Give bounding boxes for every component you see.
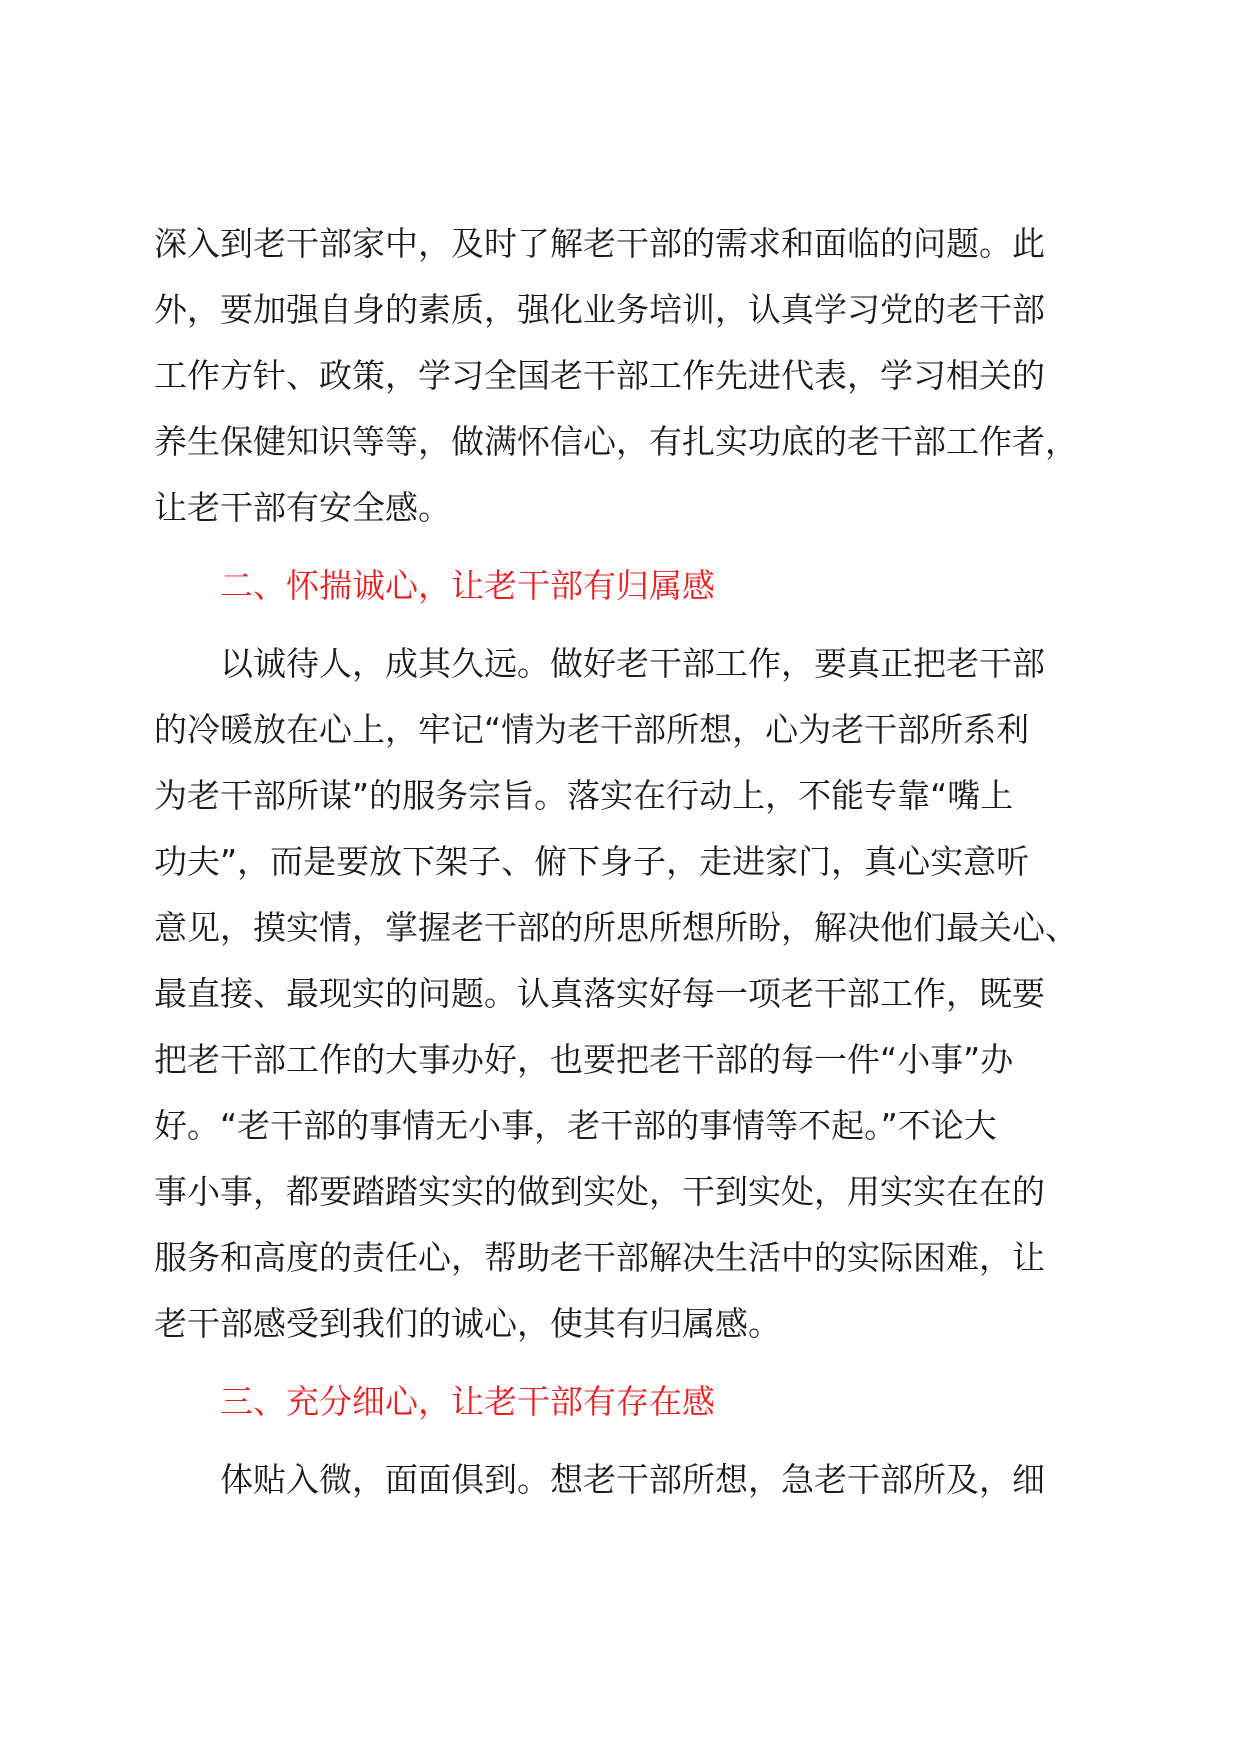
paragraph-1 [154, 211, 1114, 541]
paragraph-line: 养生保健知识等等，做满怀信心，有扎实功底的老干部工作者， [154, 422, 1078, 461]
paragraph-line: 外，要加强自身的素质，强化业务培训，认真学习党的老干部 [154, 290, 1045, 329]
paragraph-line: 好。“老干部的事情无小事，老干部的事情等不起。”不论大 [154, 1106, 997, 1145]
section-heading-2: 二、怀揣诚心，让老干部有归属感 [220, 566, 715, 605]
paragraph-line: 工作方针、政策，学习全国老干部工作先进代表，学习相关的 [154, 356, 1045, 395]
paragraph-line: 的冷暖放在心上，牢记“情为老干部所想，心为老干部所系利 [154, 710, 1030, 749]
paragraph-line: 以诚待人，成其久远。做好老干部工作，要真正把老干部 [220, 644, 1045, 683]
section-heading-3: 三、充分细心，让老干部有存在感 [220, 1382, 715, 1421]
paragraph-line: 让老干部有安全感。 [154, 488, 451, 527]
paragraph-line: 体贴入微，面面俱到。想老干部所想，急老干部所及，细 [220, 1460, 1045, 1499]
paragraph-3 [154, 1447, 1114, 1513]
document-body [154, 211, 1114, 1513]
paragraph-line: 功夫”，而是要放下架子、俯下身子，走进家门，真心实意听 [154, 842, 1030, 881]
paragraph-line: 服务和高度的责任心，帮助老干部解决生活中的实际困难，让 [154, 1238, 1045, 1277]
paragraph-line: 意见，摸实情，掌握老干部的所思所想所盼，解决他们最关心、 [154, 908, 1078, 947]
paragraph-line: 深入到老干部家中，及时了解老干部的需求和面临的问题。此 [154, 224, 1045, 263]
paragraph-line: 最直接、最现实的问题。认真落实好每一项老干部工作，既要 [154, 974, 1045, 1013]
paragraph-line: 把老干部工作的大事办好，也要把老干部的每一件“小事”办 [154, 1040, 1014, 1079]
paragraph-line: 为老干部所谋”的服务宗旨。落实在行动上，不能专靠“嘴上 [154, 776, 1014, 815]
paragraph-line: 事小事，都要踏踏实实的做到实处，干到实处，用实实在在的 [154, 1172, 1045, 1211]
paragraph-2 [154, 631, 1114, 1357]
paragraph-line: 老干部感受到我们的诚心，使其有归属感。 [154, 1304, 781, 1343]
